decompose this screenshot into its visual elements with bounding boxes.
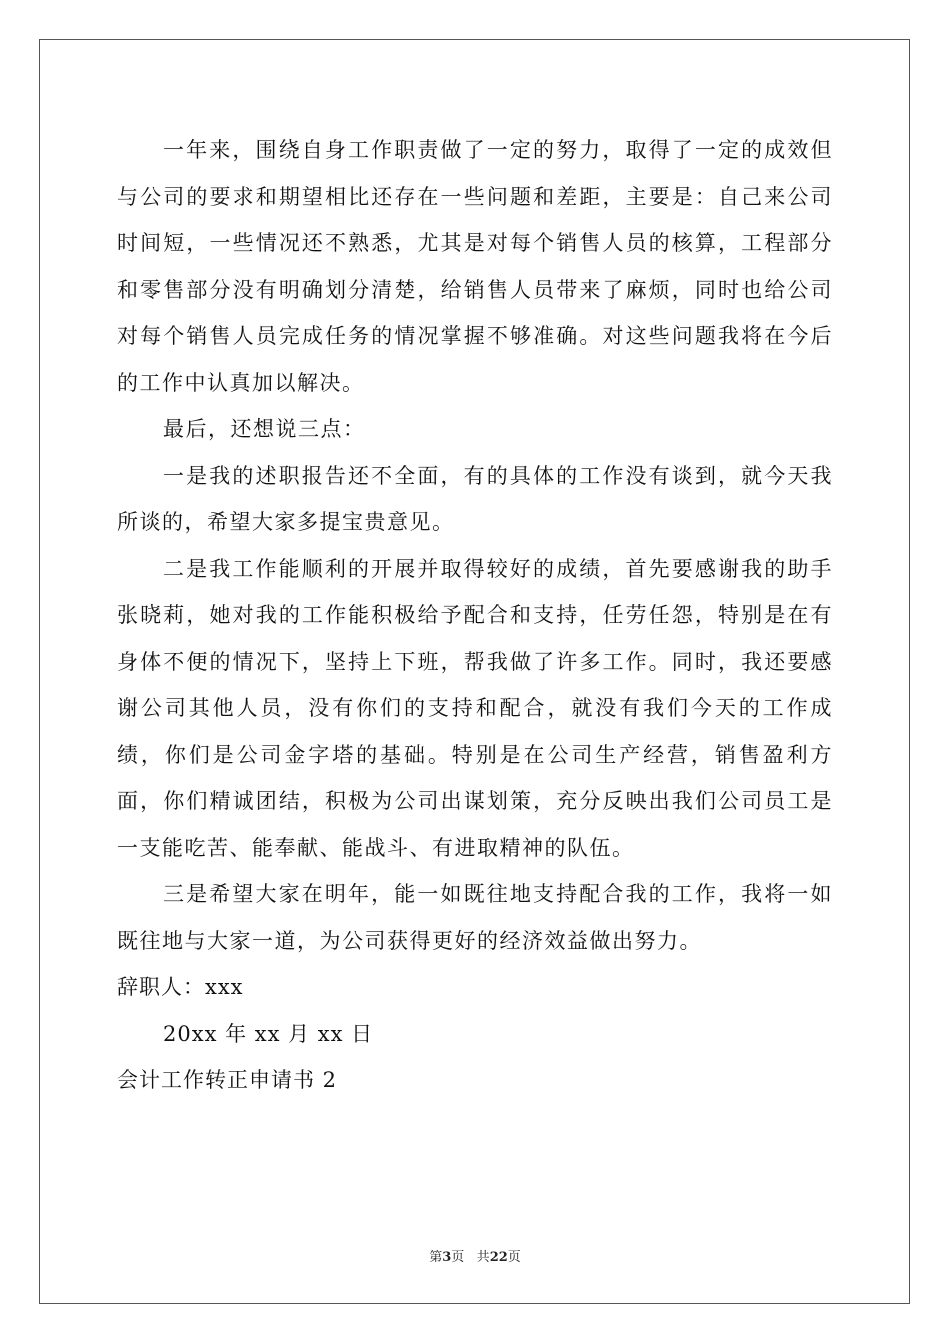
paragraph-point-three: 三是希望大家在明年，能一如既往地支持配合我的工作，我将一如既往地与大家一道，为公司获得更好的经济效益做出努力。 <box>117 882 833 953</box>
signature-line: 辞职人：xxx <box>117 975 244 999</box>
footer-total-suffix: 页 <box>507 1250 521 1265</box>
date-line: 20xx 年 xx 月 xx 日 <box>163 1021 374 1046</box>
footer-page-suffix: 页 <box>451 1250 465 1265</box>
footer-total-number: 22 <box>489 1250 508 1265</box>
next-section-heading: 会计工作转正申请书 2 <box>117 1068 338 1092</box>
paragraph-point-one: 一是我的述职报告还不全面，有的具体的工作没有谈到，就今天我所谈的，希望大家多提宝贵意见。 <box>117 463 833 534</box>
paragraph-point-two: 二是我工作能顺利的开展并取得较好的成绩，首先要感谢我的助手张晓莉，她对我的工作能积极给予配合和支持，任劳任怨，特别是在有身体不便的情况下，坚持上下班，帮我做了许多工作。同时，我还要感谢公司其他人员，没有你们的支持和配合，就没有我们今天的工作成绩，你们是公司金字塔的基础。特别是在公司生产经营，销售盈利方面，你们精诚团结，积极为公司出谋划策，充分反映出我们公司员工是一支能吃苦、能奉献、能战斗、有进取精神的队伍。 <box>117 556 833 860</box>
paragraph-summary: 一年来，围绕自身工作职责做了一定的努力，取得了一定的成效但与公司的要求和期望相比还存在一些问题和差距，主要是：自己来公司时间短，一些情况还不熟悉，尤其是对每个销售人员的核算，工程部分和零售部分没有明确划分清楚，给销售人员带来了麻烦，同时也给公司对每个销售人员完成任务的情况掌握不够准确。对这些问题我将在今后的工作中认真加以解决。 <box>117 138 833 395</box>
footer-page-number: 3 <box>442 1250 452 1265</box>
footer-page-prefix: 第 <box>429 1250 443 1265</box>
footer-total-prefix: 共 <box>476 1250 490 1265</box>
paragraph-finally: 最后，还想说三点： <box>163 417 366 441</box>
document-body <box>117 127 833 1104</box>
page-footer <box>0 1246 950 1265</box>
